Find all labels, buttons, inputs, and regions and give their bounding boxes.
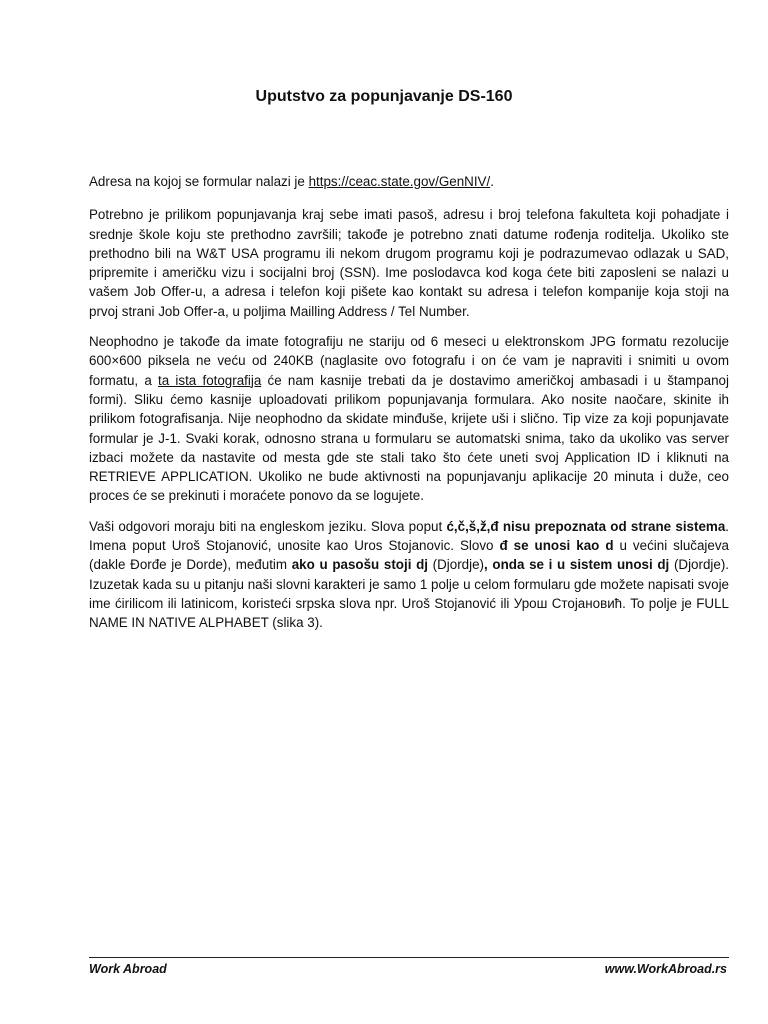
p3-underlined-text: ta ista fotografija [158,372,262,388]
p4-bold-1: ć,č,š,ž,đ nisu prepoznata od strane sistema [446,518,726,534]
page-footer [89,962,729,976]
document-body [89,172,729,644]
p4-text-1: Vaši odgovori moraju biti na engleskom jeziku. Slova poput [89,518,447,534]
footer-divider [89,957,729,958]
p4-text-2: . Imena poput Uroš Stojanović, unosite kao Uros Stojanovic. Slovo [89,518,729,554]
form-url-link[interactable]: https://ceac.state.gov/GenNIV/ [308,174,491,189]
p3-text-end: će nam kasnije trebati da je dostavimo američkoj ambasadi i u štampanoj formi). Sliku ćemo kasnije uploadovati prilikom popunjavanja formulara. Ako nosite naočare, skinite ih prilikom fotografisanja. Nije neophodno da skidate minđuše, krijete uši i slično. Tip vize za koji popunjavate formular je J-1. Svaki korak, odnosno strana u formularu se automatski snima, tako da ukoliko vas server izbaci možete da nastavite od mesta gde ste stali tako što ćete uneti svoj Application ID i kliknuti na RETRIEVE APPLICATION. Ukoliko ne bude aktivnosti na popunjavanju aplikacije 20 minuta i duže, ceo proces će se prekinuti i moraćete ponovo da se logujete. [89,372,729,504]
p4-text-4: (Djordje) [428,557,485,573]
paragraph-form-address [89,172,729,191]
paragraph-photo [89,332,729,506]
p4-text-5: (Djordje). Izuzetak kada su u pitanju naši slovni karakteri je samo 1 polje u celom formularu gde možete napisati svoje ime ćirilicom ili latinicom, koristeći srpska slova npr. Uroš Stojanović ili Урош Стојановић. To polje je FULL NAME IN NATIVE ALPHABET (slika 3). [89,557,729,631]
footer-left-text: Work Abroad [89,962,167,976]
p1-text: Adresa na kojoj se formular nalazi je [89,174,309,189]
document-title: Uputstvo za popunjavanje DS-160 [255,88,513,105]
p1-end: . [490,174,494,189]
p4-bold-2: đ se unosi kao d [499,538,614,554]
p4-text-3: u većini slučajeva (dakle Đorđe je Dorde), međutim [89,538,729,573]
paragraph-requirements: Potrebno je prilikom popunjavanja kraj sebe imati pasoš, adresu i broj telefona fakulteta koji pohadjate i srednje škole koju ste prethodno završili; takođe je potrebno znati datume rođenja roditelja. Ukoliko ste prethodno bili na W&T USA programu ili nekom drugom programu koji je podrazumevao odlazak u SAD, pripremite i američku vizu i socijalni broj (SSN). Ime poslodavca kod koga ćete biti zaposleni se nalazi u vašem Job Offer-u, a adresa i telefon koji pišete kao kontakt su adresa i telefon kompanije koja stoji na prvoj strani Job Offer-a, u poljima Mailling Address / Tel Number. [89,207,729,319]
footer-website-text: www.WorkAbroad.rs [604,962,727,976]
p4-bold-3: ako u pasošu stoji dj [291,557,428,573]
p4-bold-4: , onda se i u sistem unosi dj [484,557,670,573]
p3-text-start: Neophodno je takođe da imate fotografiju ne stariju od 6 meseci u elektronskom JPG formatu rezolucije 600×600 piksela ne veću od 240KB (naglasite ovo fotografu i on će vam je napraviti i snimiti u ovom formatu, a [89,334,729,388]
paragraph-language [89,517,729,633]
